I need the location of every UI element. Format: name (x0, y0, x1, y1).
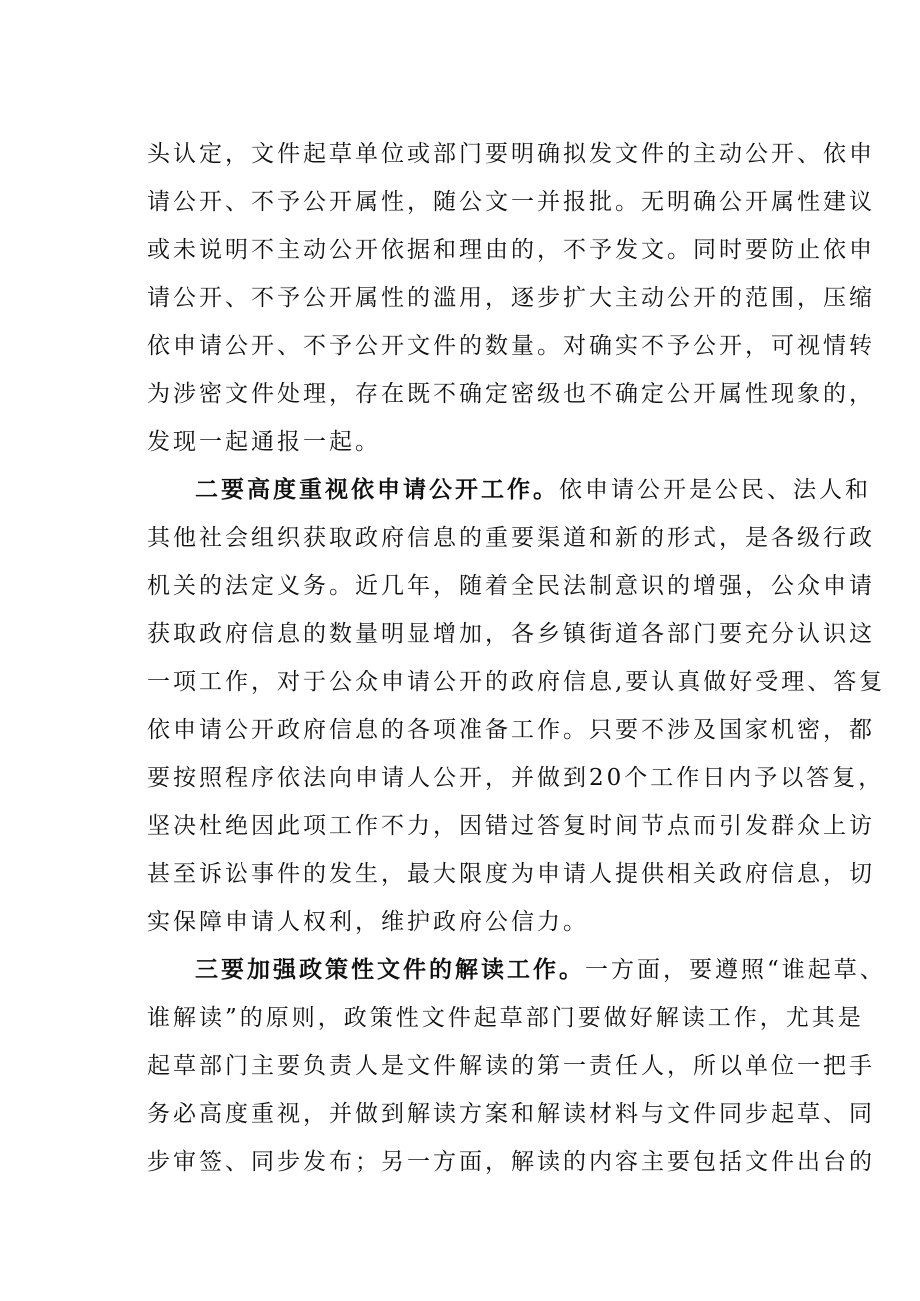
section-2-heading: 二要高度重视依申请公开工作。 (195, 476, 559, 503)
section-3-heading: 三要加强政策性文件的解读工作。 (195, 956, 585, 983)
paragraph-line: 坚决杜绝因此项工作不力，因错过答复时间节点而引发群众上访 (147, 813, 875, 839)
paragraph-line: 要按照程序依法向申请人公开，并做到20个工作日内予以答复， (147, 765, 885, 791)
paragraph-line: 依申请公开政府信息的各项准备工作。只要不涉及国家机密，都 (147, 717, 875, 743)
paragraph-line: 步审签、同步发布；另一方面，解读的内容主要包括文件出台的 (147, 1149, 875, 1175)
paragraph-line: 一项工作，对于公众申请公开的政府信息,要认真做好受理、答复 (147, 669, 886, 695)
paragraph-line: 发现一起通报一起。 (147, 429, 381, 455)
paragraph-line: 谁解读”的原则，政策性文件起草部门要做好解读工作，尤其是 (147, 1005, 864, 1031)
section-3-first-line-text: 一方面，要遵照“谁起草、 (585, 957, 886, 983)
paragraph-line: 依申请公开、不予公开文件的数量。对确实不予公开，可视情转 (147, 333, 875, 359)
paragraph-line: 实保障申请人权利，维护政府公信力。 (147, 909, 589, 935)
section-3-first-line (195, 955, 886, 985)
paragraph-line: 务必高度重视，并做到解读方案和解读材料与文件同步起草、同 (147, 1101, 875, 1127)
paragraph-line: 机关的法定义务。近几年，随着全民法制意识的增强，公众申请 (147, 573, 875, 599)
paragraph-line: 其他社会组织获取政府信息的重要渠道和新的形式，是各级行政 (147, 525, 875, 551)
paragraph-line: 请公开、不予公开属性的滥用，逐步扩大主动公开的范围，压缩 (147, 285, 875, 311)
section-2-first-line-text: 依申请公开是公民、法人和 (559, 477, 871, 503)
paragraph-line: 为涉密文件处理，存在既不确定密级也不确定公开属性现象的， (147, 381, 875, 407)
paragraph-line: 头认定，文件起草单位或部门要明确拟发文件的主动公开、依申 (147, 141, 875, 167)
paragraph-line: 获取政府信息的数量明显增加，各乡镇街道各部门要充分认识这 (147, 621, 875, 647)
paragraph-line: 或未说明不主动公开依据和理由的，不予发文。同时要防止依申 (147, 237, 875, 263)
paragraph-line: 请公开、不予公开属性，随公文一并报批。无明确公开属性建议 (147, 189, 875, 215)
paragraph-line: 起草部门主要负责人是文件解读的第一责任人，所以单位一把手 (147, 1053, 875, 1079)
paragraph-line: 甚至诉讼事件的发生，最大限度为申请人提供相关政府信息，切 (147, 861, 875, 887)
section-2-first-line (195, 475, 871, 505)
